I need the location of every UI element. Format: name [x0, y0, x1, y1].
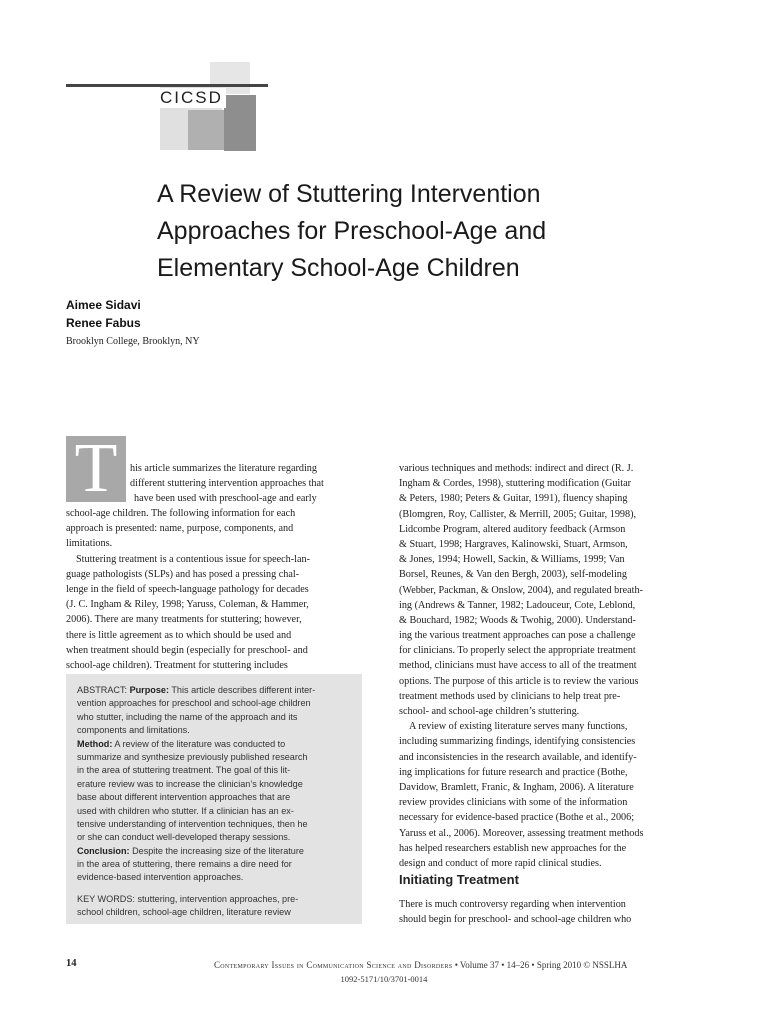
body-line: treatment methods used by clinicians to help treat pre-	[399, 690, 621, 702]
abstract-line: A review of the literature was conducted to	[114, 738, 286, 749]
citation-details: • Volume 37 • 14–26 • Spring 2010 © NSSLHA	[452, 960, 628, 970]
body-line: when treatment should begin (especially for preschool- and	[66, 644, 308, 656]
body-line: necessary for evidence-based practice (Bothe et al., 2006;	[399, 812, 635, 824]
conclusion-label: Conclusion:	[77, 845, 130, 856]
abstract-line: or she can conduct well-developed therapy sessions.	[77, 832, 291, 843]
title-line: Approaches for Preschool-Age and	[157, 217, 547, 245]
intro-lines	[130, 461, 324, 507]
abstract-line: Despite the increasing size of the literature	[132, 845, 304, 856]
body-line: school- and school-age children’s stuttering.	[399, 706, 580, 717]
journal-citation	[214, 960, 627, 970]
abstract-line: used with children who stutter. If a clinician has an ex-	[77, 805, 294, 816]
abstract-line: vention approaches for preschool and school-age children	[77, 698, 311, 709]
body-line: ing implications for future research and practice (Bothe,	[399, 766, 628, 778]
article-title	[157, 176, 677, 287]
body-line: lenge in the field of speech-language pathology for decades	[66, 583, 309, 595]
keywords	[77, 893, 298, 920]
abstract-line: summarize and synthesize previously published research	[77, 751, 308, 762]
abstract-line: who stutter, including the name of the approach and its	[77, 711, 298, 722]
logo-rule	[66, 84, 268, 87]
body-line: school-age children). Treatment for stuttering includes	[66, 659, 288, 671]
abstract-line: components and limitations.	[77, 725, 190, 736]
title-line: A Review of Stuttering Intervention	[157, 180, 541, 208]
abstract-line: evidence-based intervention approaches.	[77, 872, 244, 883]
author-name: Aimee Sidavi	[66, 298, 141, 312]
body-line: Borsel, Reunes, & Van den Bergh, 2003), self-modeling	[399, 569, 627, 581]
body-line: & Jones, 1994; Howell, Sackin, & Williams, 1999; Van	[399, 554, 625, 566]
page-number: 14	[66, 958, 77, 969]
body-line: design and conduct of more rapid clinical studies.	[399, 857, 602, 869]
body-line: & Stuart, 1998; Hargraves, Kalinowski, Stuart, Armson,	[399, 538, 628, 550]
abstract-line: erature review was to increase the clinician’s knowledge	[77, 778, 303, 789]
section-heading: Initiating Treatment	[399, 872, 519, 887]
body-line: guage pathologists (SLPs) and has posed a pressing chal-	[66, 568, 300, 580]
body-line: ing (Andrews & Tanner, 1982; Ladouceur, Cote, Leblond,	[399, 599, 636, 611]
abstract-line: base about different intervention approaches that are	[77, 792, 291, 803]
method-label: Method:	[77, 738, 113, 749]
body-line: (Webber, Packman, & Onslow, 2004), and regulated breath-	[399, 584, 643, 596]
body-line: have been used with preschool-age and early	[134, 493, 317, 505]
body-line: various techniques and methods: indirect and direct (R. J.	[399, 463, 634, 474]
body-line: limitations.	[66, 538, 113, 550]
author-name: Renee Fabus	[66, 316, 141, 330]
keywords-line: KEY WORDS: stuttering, intervention approaches, pre-	[77, 894, 299, 904]
body-line: Yaruss et al., 2006). Moreover, assessing treatment methods	[399, 827, 644, 839]
logo-block-mid	[188, 110, 224, 150]
body-line: his article summarizes the literature regarding	[130, 463, 317, 474]
body-line: & Peters, 1980; Peters & Guitar, 1991), fluency shaping	[399, 493, 628, 505]
body-line: options. The purpose of this article is to review the various	[399, 675, 639, 687]
body-line: There is much controversy regarding when intervention	[399, 899, 626, 910]
section-body	[399, 897, 631, 927]
body-line: should begin for preschool- and school-age children who	[399, 914, 632, 926]
body-line: ing the various treatment approaches can pose a challenge	[399, 630, 636, 642]
body-line: has helped researchers establish new approaches for the	[399, 842, 627, 854]
body-line: Davidow, Bramlett, Franic, & Ingham, 2006). A literature	[399, 781, 634, 793]
body-line: approach is presented: name, purpose, components, and	[66, 523, 294, 535]
logo-block-dark	[224, 95, 256, 151]
keywords-line: school children, school-age children, literature review	[77, 907, 291, 918]
journal-logo: CICSD	[158, 88, 226, 108]
abstract-line: tensive understanding of intervention techniques, then he	[77, 818, 308, 829]
abstract-line: This article describes different inter-	[171, 685, 316, 695]
journal-name: Contemporary Issues in Communication Science and Disorders	[214, 960, 453, 970]
body-line: method, clinicians must have access to all of the treatment	[399, 660, 637, 672]
body-line: Ingham & Cordes, 1998), stuttering modification (Guitar	[399, 478, 632, 490]
body-line: school-age children. The following information for each	[66, 508, 296, 519]
body-line: (Blomgren, Roy, Callister, & Merrill, 2005; Guitar, 1998),	[399, 508, 637, 520]
body-line: for clinicians. To properly select the appropriate treatment	[399, 645, 636, 657]
body-line: & Bouchard, 1982; Woods & Twohig, 2000). Understand-	[399, 614, 636, 626]
issn: 1092-5171/10/3701-0014	[340, 974, 428, 984]
right-column-body	[399, 461, 643, 871]
abstract-line: in the area of stuttering, there remains a dire need for	[77, 859, 292, 870]
body-line: there is little agreement as to which should be used and	[66, 629, 292, 641]
left-column-body	[66, 506, 310, 673]
abstract-label: ABSTRACT:	[77, 685, 128, 695]
purpose-label: Purpose:	[129, 685, 169, 695]
body-line: review provides clinicians with some of the information	[399, 797, 628, 809]
body-line: different stuttering intervention approaches that	[130, 478, 324, 490]
abstract-text	[77, 684, 315, 885]
body-line: and inconsistencies in the research available, and identify-	[399, 751, 637, 763]
author-affiliation: Brooklyn College, Brooklyn, NY	[66, 336, 200, 347]
title-line: Elementary School-Age Children	[157, 254, 520, 282]
body-line: Stuttering treatment is a contentious issue for speech-lan-	[76, 553, 310, 565]
body-line: A review of existing literature serves many functions,	[409, 721, 628, 733]
body-line: Lidcombe Program, altered auditory feedback (Armson	[399, 523, 626, 535]
drop-cap: T	[66, 436, 126, 502]
body-line: 2006). There are many treatments for stuttering; however,	[66, 614, 302, 626]
body-line: including summarizing findings, identifying consistencies	[399, 736, 636, 748]
abstract-line: in the area of stuttering treatment. The goal of this lit-	[77, 765, 291, 776]
body-line: (J. C. Ingham & Riley, 1998; Yaruss, Coleman, & Hammer,	[66, 599, 309, 611]
